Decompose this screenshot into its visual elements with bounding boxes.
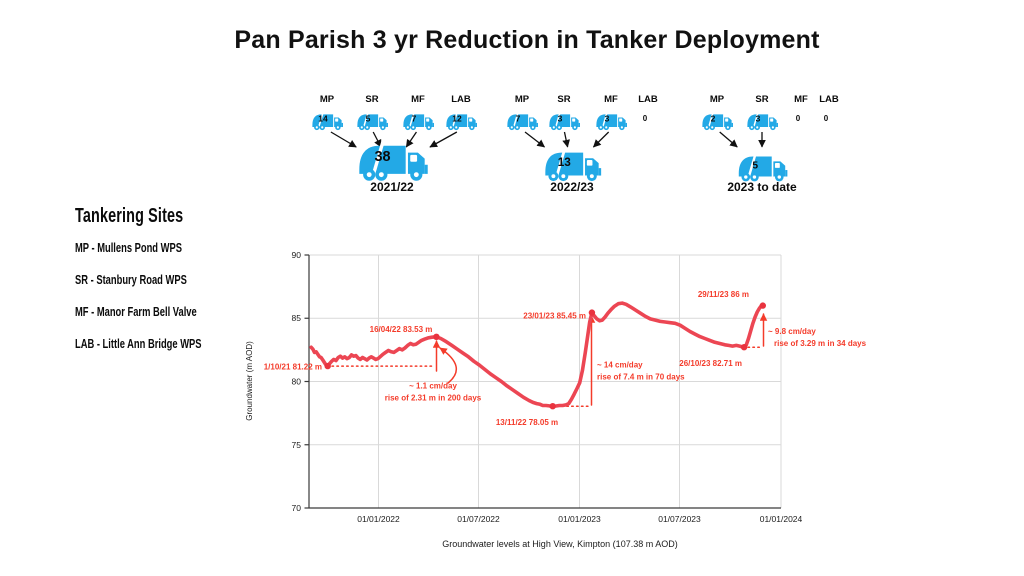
- site-code-label: MF: [794, 94, 808, 105]
- site-count-label: 2: [710, 113, 716, 124]
- deployment-arrow: [593, 132, 608, 147]
- y-tick-80: 80: [291, 376, 301, 387]
- annotation-26-10-23: 26/10/23 82.71 m: [679, 359, 742, 368]
- total-count-label: 13: [557, 155, 571, 169]
- x-tick-jan23: 01/01/2023: [558, 514, 601, 524]
- truck-icon: [702, 113, 733, 130]
- y-axis-label: Groundwater (m AOD): [245, 341, 254, 421]
- tankering-sites-panel: [75, 205, 251, 368]
- truck-icon: [549, 113, 580, 130]
- site-code-label: LAB: [819, 94, 839, 105]
- site-code-label: SR: [557, 94, 571, 105]
- total-truck-icon: [359, 142, 427, 181]
- site-code-label: MF: [604, 94, 618, 105]
- x-tick-jan24: 01/01/2024: [759, 514, 803, 524]
- page-title: Pan Parish 3 yr Reduction in Tanker Deployment: [234, 26, 820, 54]
- site-count-label: 5: [365, 113, 371, 124]
- site-item-sr: SR - Stanbury Road WPS: [75, 272, 187, 287]
- annotation-16-04-22: 16/04/22 83.53 m: [369, 325, 433, 334]
- total-count-label: 5: [752, 160, 759, 172]
- year-label: 2023 to date: [727, 180, 797, 194]
- annotation-dot: [741, 344, 747, 350]
- deployment-arrow: [720, 132, 738, 147]
- site-count-label: 3: [755, 113, 761, 124]
- site-item-lab: LAB - Little Ann Bridge WPS: [75, 336, 202, 351]
- y-tick-85: 85: [291, 313, 301, 324]
- groundwater-chart: [235, 245, 895, 560]
- site-count-zero: 0: [642, 114, 648, 123]
- deployment-arrow: [373, 132, 381, 147]
- site-code-label: SR: [755, 94, 769, 105]
- site-code-label: SR: [365, 94, 379, 105]
- annotation-dot: [760, 302, 766, 308]
- truck-icon: [357, 113, 388, 130]
- site-count-zero: 0: [823, 114, 829, 123]
- rate-note-2-line2: rise of 7.4 m in 70 days: [597, 372, 685, 382]
- deployment-arrow: [564, 132, 567, 147]
- site-code-label: MP: [514, 94, 530, 105]
- deployment-group: [312, 94, 477, 194]
- annotation-13-11-22: 13/11/22 78.05 m: [495, 418, 559, 427]
- site-count-label: 7: [515, 113, 521, 124]
- site-count-label: 3: [557, 113, 563, 124]
- truck-icon: [747, 113, 778, 130]
- site-count-zero: 0: [795, 114, 801, 123]
- site-code-label: MP: [709, 94, 725, 105]
- tanker-deployment-diagram: [285, 85, 905, 205]
- rate-note-2-line1: ~ 14 cm/day: [597, 360, 643, 370]
- site-count-label: 7: [411, 113, 417, 124]
- deployment-arrow: [406, 132, 416, 147]
- annotation-dot: [325, 363, 331, 369]
- annotation-dot: [550, 403, 556, 409]
- annotation-dot: [433, 334, 439, 340]
- chart-caption: Groundwater levels at High View, Kimpton (107.38 m AOD): [442, 539, 678, 549]
- annotation-1-10-21: 1/10/21 81.22 m: [263, 362, 322, 372]
- site-code-label: LAB: [638, 94, 658, 105]
- site-count-label: 14: [318, 113, 328, 124]
- site-item-mf: MF - Manor Farm Bell Valve: [75, 304, 197, 319]
- rate-note-3-line1: ~ 9.8 cm/day: [768, 327, 816, 336]
- site-code-label: MF: [411, 94, 425, 105]
- deployment-arrow: [331, 132, 356, 147]
- total-truck-icon: [545, 150, 601, 182]
- x-tick-jul22: 01/07/2022: [457, 514, 500, 524]
- y-tick-70: 70: [291, 503, 301, 513]
- y-tick-75: 75: [291, 439, 301, 450]
- annotation-29-11-23: 29/11/23 86 m: [697, 290, 749, 299]
- deployment-arrow: [525, 132, 545, 147]
- annotation-dot: [589, 309, 595, 315]
- rate-note-1-line2: rise of 2.31 m in 200 days: [384, 393, 482, 403]
- rate-note-3-line2: rise of 3.29 m in 34 days: [774, 339, 867, 348]
- annotation-23-01-23: 23/01/23 85.45 m: [523, 311, 586, 321]
- total-truck-icon: [739, 154, 788, 182]
- deployment-group: [507, 94, 658, 194]
- site-code-label: LAB: [451, 94, 471, 105]
- truck-icon: [596, 113, 627, 130]
- site-count-label: 3: [604, 113, 610, 124]
- truck-icon: [403, 113, 434, 130]
- site-code-label: MP: [319, 94, 335, 105]
- deployment-group: [702, 94, 839, 194]
- tankering-sites-heading: Tankering Sites: [75, 205, 184, 227]
- year-label: 2022/23: [550, 180, 594, 194]
- rate-note-1-line1: ~ 1.1 cm/day: [409, 381, 457, 391]
- total-count-label: 38: [374, 149, 391, 166]
- truck-icon: [507, 113, 538, 130]
- deployment-arrow: [430, 132, 457, 147]
- site-item-mp: MP - Mullens Pond WPS: [75, 240, 182, 255]
- year-label: 2021/22: [370, 180, 414, 194]
- y-tick-90: 90: [291, 250, 301, 260]
- x-tick-jan22: 01/01/2022: [357, 514, 400, 524]
- x-tick-jul23: 01/07/2023: [658, 514, 701, 524]
- site-count-label: 12: [452, 113, 462, 124]
